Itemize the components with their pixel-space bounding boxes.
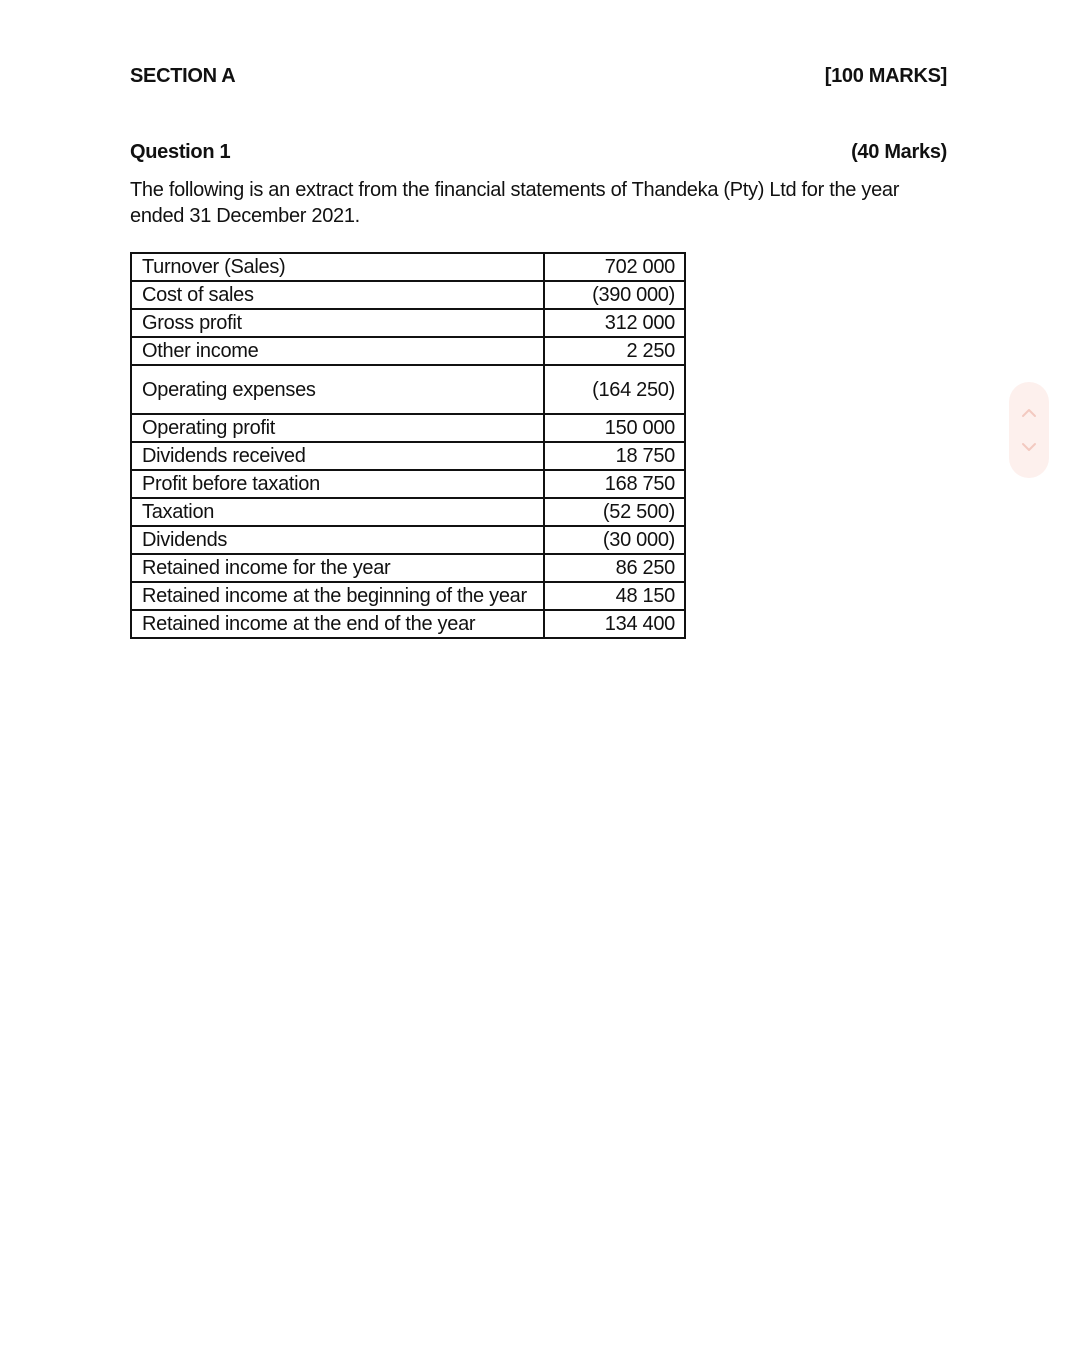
row-amount: (164 250) — [544, 365, 685, 414]
question-title: Question 1 — [130, 141, 231, 163]
chevron-up-icon — [1021, 408, 1037, 418]
row-amount: 86 250 — [544, 554, 685, 582]
table-row — [131, 554, 685, 582]
row-amount: (390 000) — [544, 281, 685, 309]
question-marks: (40 Marks) — [851, 141, 947, 163]
table-row — [131, 414, 685, 442]
row-label: Other income — [131, 337, 544, 365]
row-amount: 168 750 — [544, 470, 685, 498]
row-amount: 2 250 — [544, 337, 685, 365]
row-amount: 312 000 — [544, 309, 685, 337]
row-amount: 134 400 — [544, 610, 685, 638]
row-amount: 18 750 — [544, 442, 685, 470]
row-amount: 702 000 — [544, 253, 685, 281]
previous-page-button[interactable] — [1009, 398, 1049, 428]
row-label: Retained income at the end of the year — [131, 610, 544, 638]
table-row — [131, 337, 685, 365]
row-amount: 150 000 — [544, 414, 685, 442]
row-amount: (30 000) — [544, 526, 685, 554]
table-row — [131, 470, 685, 498]
table-row — [131, 365, 685, 414]
next-page-button[interactable] — [1009, 432, 1049, 462]
section-header — [130, 65, 947, 88]
table-row — [131, 253, 685, 281]
row-label: Gross profit — [131, 309, 544, 337]
row-label: Dividends — [131, 526, 544, 554]
row-label: Operating expenses — [131, 365, 544, 414]
row-label: Retained income at the beginning of the year — [131, 582, 544, 610]
table-row — [131, 442, 685, 470]
row-label: Retained income for the year — [131, 554, 544, 582]
row-label: Cost of sales — [131, 281, 544, 309]
row-amount: (52 500) — [544, 498, 685, 526]
financial-statement-table — [130, 252, 686, 639]
page-nav-pill — [1009, 382, 1049, 478]
row-label: Profit before taxation — [131, 470, 544, 498]
question-intro: The following is an extract from the financial statements of Thandeka (Pty) Ltd for the year ended 31 December 2021. — [130, 179, 900, 227]
row-label: Operating profit — [131, 414, 544, 442]
table-row — [131, 582, 685, 610]
row-label: Taxation — [131, 498, 544, 526]
table-row — [131, 526, 685, 554]
question-header — [130, 141, 947, 164]
section-title: SECTION A — [130, 65, 236, 87]
table-row — [131, 309, 685, 337]
table-row — [131, 610, 685, 638]
chevron-down-icon — [1021, 442, 1037, 452]
row-label: Dividends received — [131, 442, 544, 470]
row-amount: 48 150 — [544, 582, 685, 610]
table-row — [131, 498, 685, 526]
table-row — [131, 281, 685, 309]
section-marks: [100 MARKS] — [824, 65, 947, 87]
row-label: Turnover (Sales) — [131, 253, 544, 281]
